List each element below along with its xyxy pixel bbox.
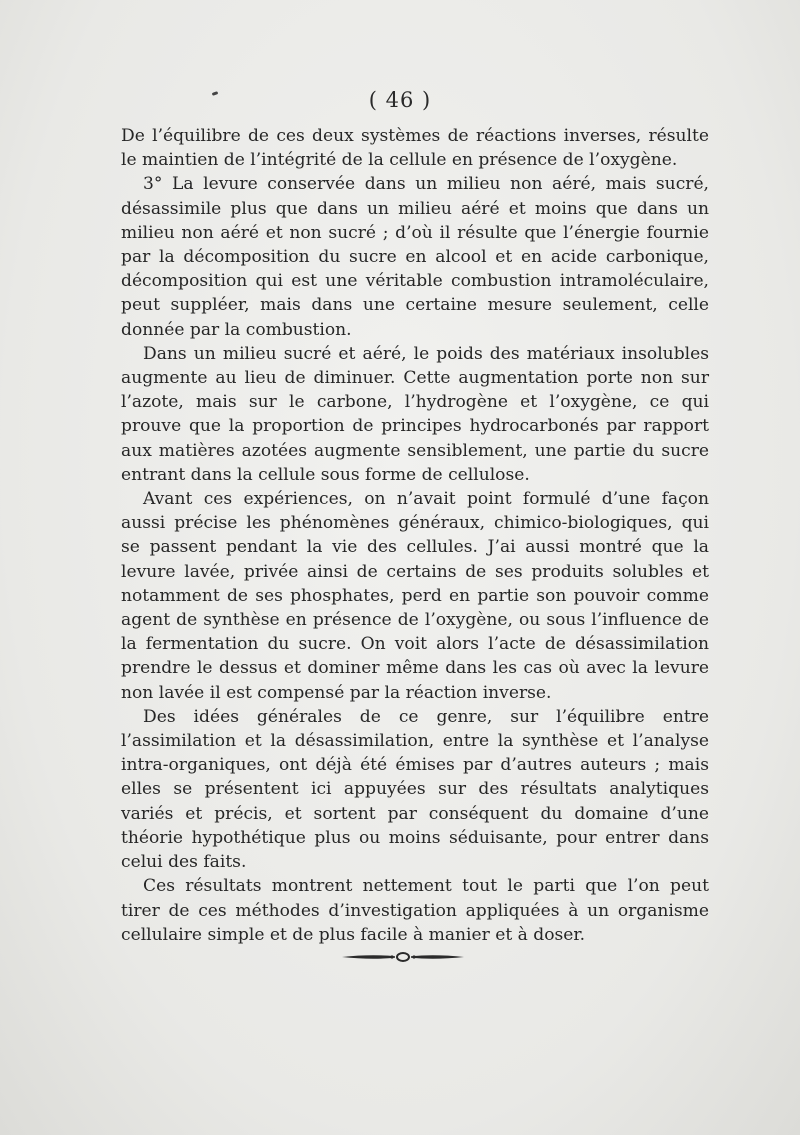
paragraph-6: Ces résultats montrent nettement tout le parti que l’on peut tirer de ces méthodes d’investigation appliquées à un organisme cellulaire simple et de plus facile à manier et à doser. xyxy=(121,876,709,945)
paragraph-1: De l’équilibre de ces deux systèmes de réactions inverses, résulte le maintien de l’intégrité de la cellule en présence de l’oxygène. xyxy=(121,126,709,171)
paragraph-2: 3° La levure conservée dans un milieu non aéré, mais sucré, désassimile plus que dans un milieu aéré et moins que dans un milieu non aéré et non sucré ; d’où il résulte que l’énergie fournie par la décomposition du sucre en alcool et en acide carbonique, décomposition qui est une véritable combustion intramoléculaire, peut suppléer, mais dans une certaine mesure seulement, celle donnée par la combustion. xyxy=(121,174,709,340)
body-text xyxy=(121,124,709,947)
paragraph-4: Avant ces expériences, on n’avait point formulé d’une façon aussi précise les phénomènes généraux, chimico-biologiques, qui se passent pendant la vie des cellules. J’ai aussi montré que la levure lavée, privée ainsi de certains de ses produits solubles et notamment de ses phosphates, perd en partie son pouvoir comme agent de synthèse en présence de l’oxygène, ou sous l’influence de la fermentation du sucre. On voit alors l’acte de désassimilation prendre le dessus et dominer même dans les cas où avec la levure non lavée il est compensé par la réaction inverse. xyxy=(121,489,709,703)
paragraph-3: Dans un milieu sucré et aéré, le poids des matériaux insolubles augmente au lieu de diminuer. Cette augmentation porte non sur l’azote, mais sur le carbone, l’hydrogène et l’oxygène, ce qui prouve que la proportion de principes hydrocarbonés par rapport aux matières azotées augmente sensiblement, une partie du sucre entrant dans la cellule sous forme de cellulose. xyxy=(121,343,709,485)
end-ornament-icon xyxy=(340,949,466,965)
paragraph-5: Des idées générales de ce genre, sur l’équilibre entre l’assimilation et la désassimilation, entre la synthèse et l’analyse intra-organiques, ont déjà été émises par d’autres auteurs ; mais elles se présentent ici appuyées sur des résultats analytiques variés et précis, et sortent par conséquent du domaine d’une théorie hypothétique plus ou moins séduisante, pour entrer dans celui des faits. xyxy=(121,706,709,873)
page-number: ( 46 ) xyxy=(368,88,432,112)
